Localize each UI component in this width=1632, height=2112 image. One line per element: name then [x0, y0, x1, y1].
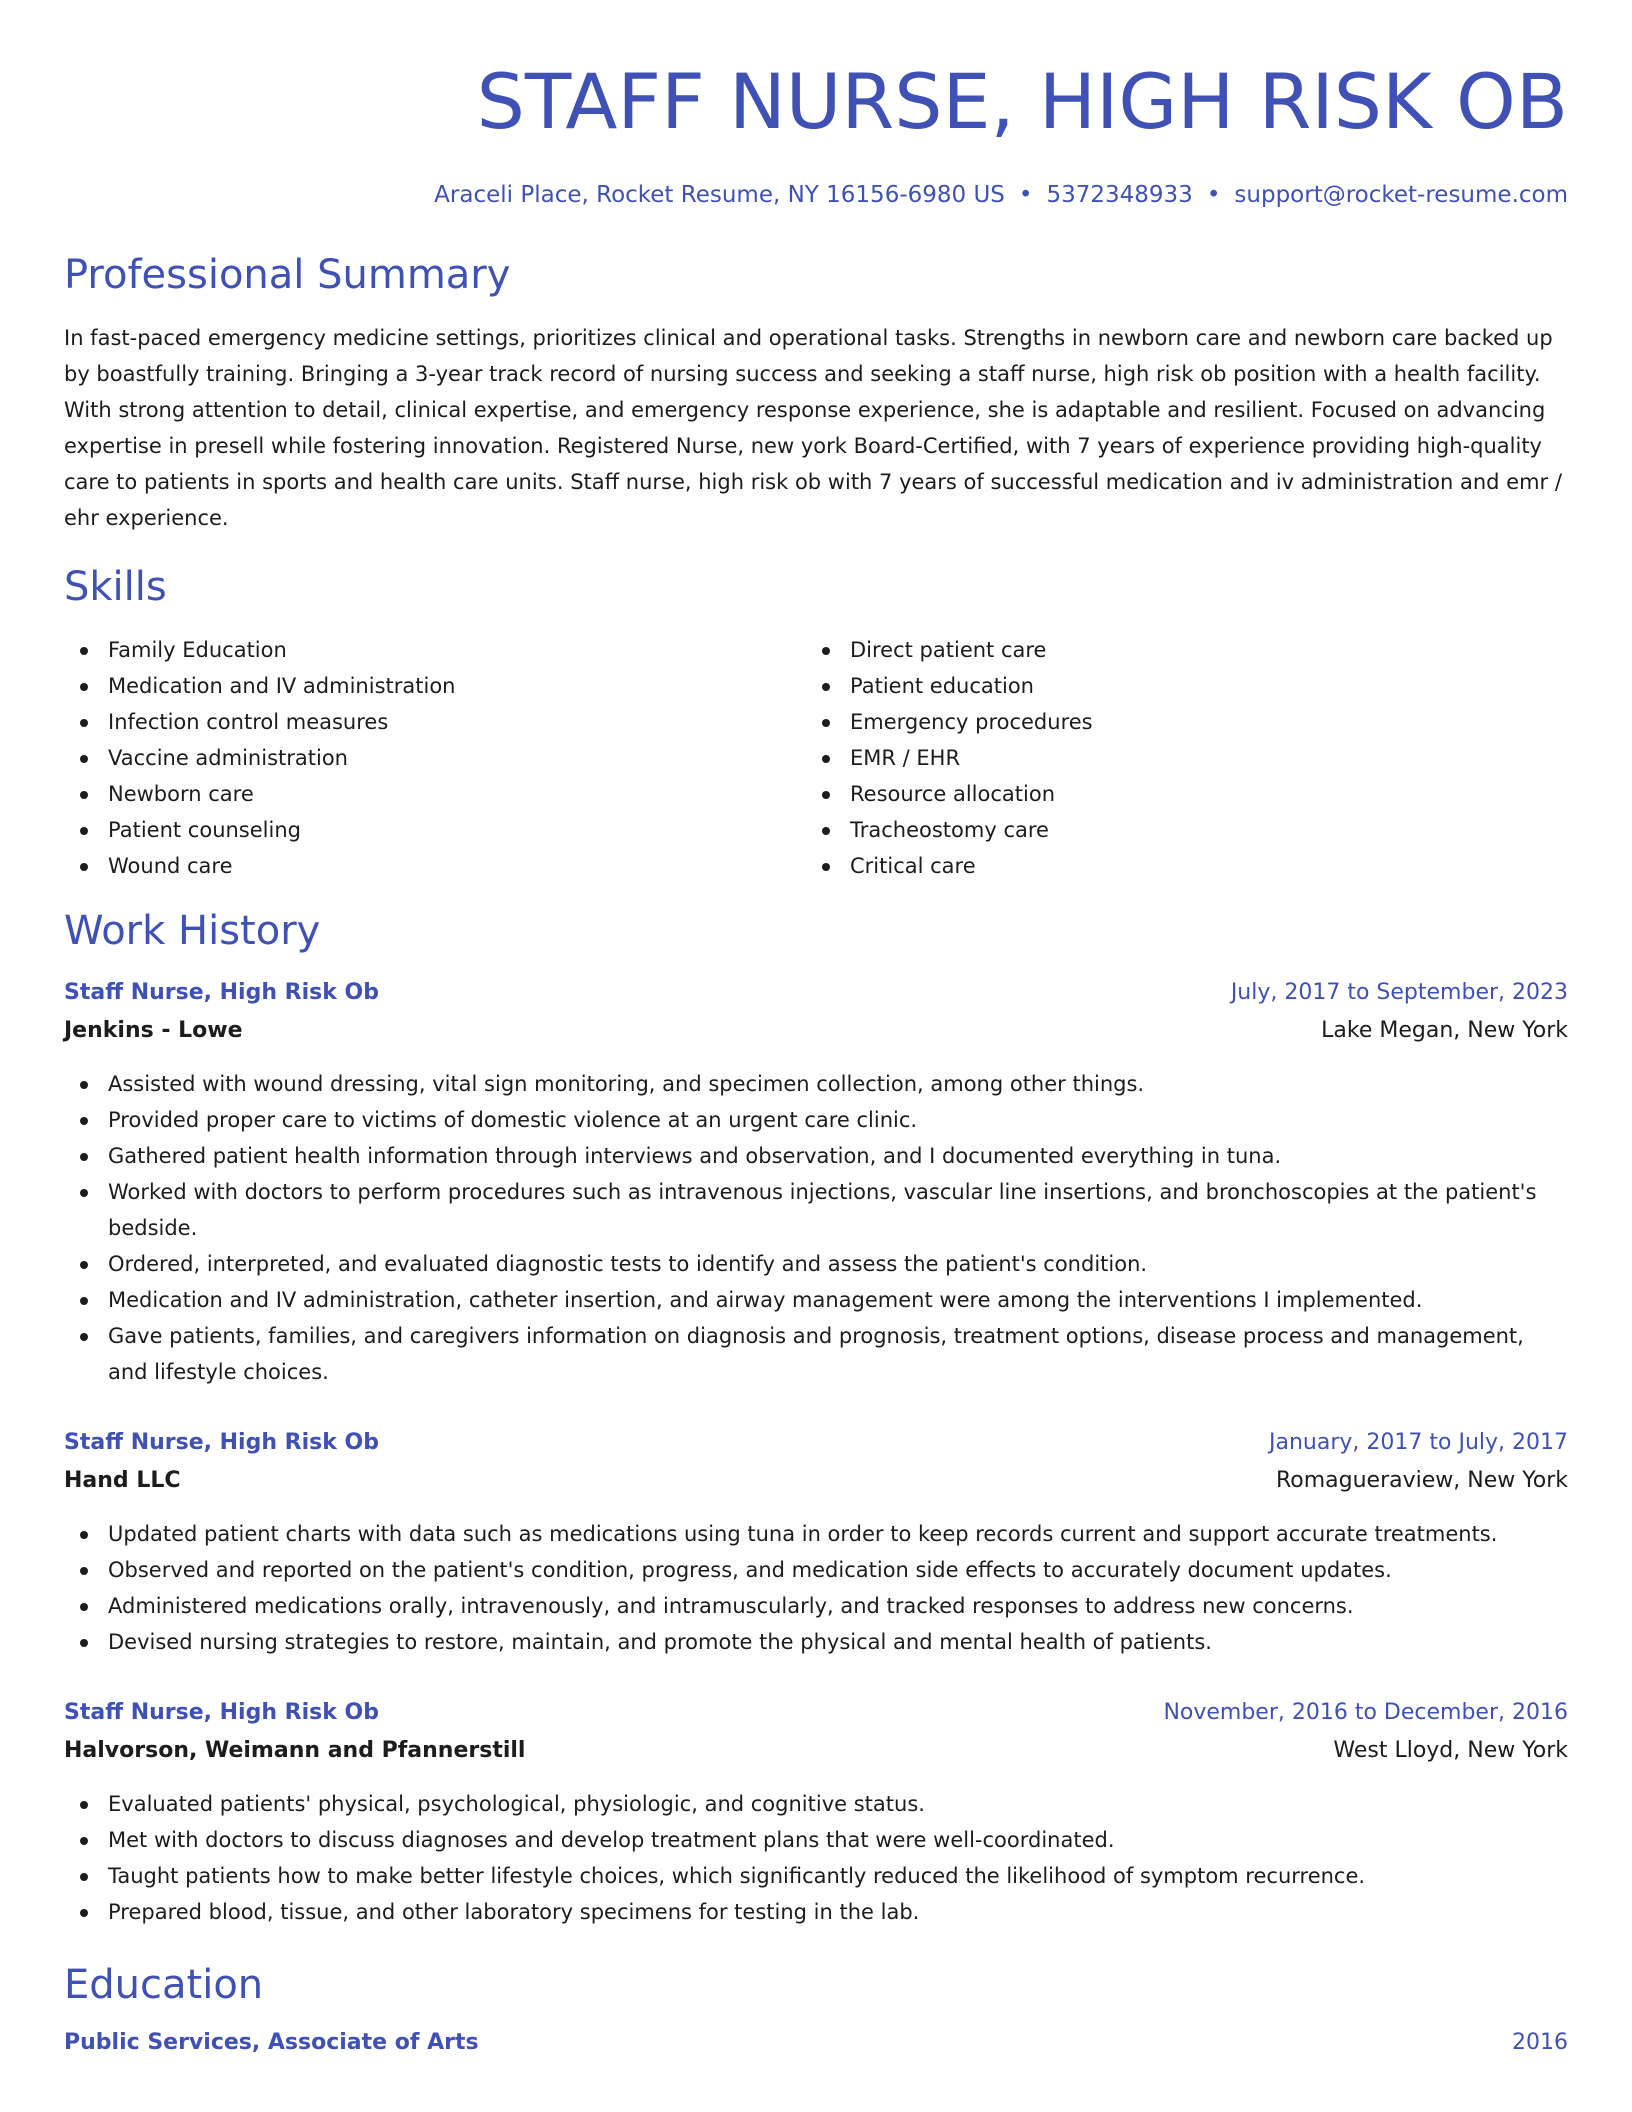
job-subheader — [64, 1462, 1568, 1500]
job-duty: Taught patients how to make better lifestyle choices, which significantly reduced the likelihood of symptom recurrence. — [64, 1858, 1568, 1894]
skill-item: Infection control measures — [64, 704, 806, 740]
contact-separator: • — [1206, 182, 1221, 208]
resume-page — [64, 0, 1568, 2062]
skill-item: Newborn care — [64, 776, 806, 812]
job-duty: Devised nursing strategies to restore, maintain, and promote the physical and mental health of patients. — [64, 1624, 1568, 1660]
summary-text: In fast-paced emergency medicine settings, prioritizes clinical and operational tasks. Strengths in newborn care and newborn care backed up by boastfully training. Bringing a 3-year track record of nursing success and seeking a staff nurse, high risk ob position with a health facility. With strong attention to detail, clinical expertise, and emergency response experience, she is adaptable and resilient. Focused on advancing expertise in presell while fostering innovation. Registered Nurse, new york Board-Certified, with 7 years of experience providing high-quality care to patients in sports and health care units. Staff nurse, high risk ob with 7 years of successful medication and iv administration and emr / ehr experience. — [64, 326, 1562, 530]
job-dates: November, 2016 to December, 2016 — [1163, 1700, 1568, 1725]
skill-item: EMR / EHR — [806, 740, 1548, 776]
job-location: Lake Megan, New York — [1321, 1018, 1568, 1043]
contact-address: Araceli Place, Rocket Resume, NY 16156-6980 US — [434, 182, 1005, 208]
skills-column-left — [64, 632, 806, 884]
job-duties — [64, 1066, 1568, 1390]
job-entry — [64, 1424, 1568, 1660]
job-header — [64, 1694, 1568, 1732]
job-duty: Prepared blood, tissue, and other laboratory specimens for testing in the lab. — [64, 1894, 1568, 1930]
job-duty: Gathered patient health information through interviews and observation, and I documented everything in tuna. — [64, 1138, 1568, 1174]
job-location: West Lloyd, New York — [1333, 1738, 1568, 1763]
job-duty: Updated patient charts with data such as medications using tuna in order to keep records current and support accurate treatments. — [64, 1516, 1568, 1552]
summary-heading: Professional Summary — [64, 252, 511, 298]
job-duty: Evaluated patients' physical, psychological, physiologic, and cognitive status. — [64, 1786, 1568, 1822]
job-duties — [64, 1516, 1568, 1660]
education-heading: Education — [64, 1962, 264, 2008]
job-entry — [64, 1694, 1568, 1930]
skills-heading: Skills — [64, 564, 167, 610]
job-duty: Observed and reported on the patient's condition, progress, and medication side effects to accurately document updates. — [64, 1552, 1568, 1588]
skill-item: Tracheostomy care — [806, 812, 1548, 848]
job-duties — [64, 1786, 1568, 1930]
job-duty: Administered medications orally, intravenously, and intramuscularly, and tracked responses to address new concerns. — [64, 1588, 1568, 1624]
work-history-heading: Work History — [64, 908, 321, 954]
job-entry — [64, 974, 1568, 1390]
skill-item: Emergency procedures — [806, 704, 1548, 740]
job-company: Halvorson, Weimann and Pfannerstill — [64, 1738, 526, 1763]
contact-line — [64, 180, 1568, 210]
skills-column-right — [806, 632, 1548, 884]
education-degree: Public Services, Associate of Arts — [64, 2030, 479, 2055]
job-title: Staff Nurse, High Risk Ob — [64, 1430, 379, 1455]
education-year: 2016 — [1512, 2030, 1568, 2055]
job-duty: Gave patients, families, and caregivers information on diagnosis and prognosis, treatment options, disease process and management, and lifestyle choices. — [64, 1318, 1568, 1390]
job-company: Hand LLC — [64, 1468, 181, 1493]
skill-item: Critical care — [806, 848, 1548, 884]
education-entry — [64, 2024, 1568, 2062]
job-location: Romagueraview, New York — [1275, 1468, 1568, 1493]
contact-email: support@rocket-resume.com — [1234, 182, 1568, 208]
skill-item: Patient education — [806, 668, 1548, 704]
job-duty: Met with doctors to discuss diagnoses and develop treatment plans that were well-coordinated. — [64, 1822, 1568, 1858]
skill-item: Family Education — [64, 632, 806, 668]
job-duty: Provided proper care to victims of domestic violence at an urgent care clinic. — [64, 1102, 1568, 1138]
contact-separator: • — [1018, 182, 1033, 208]
skill-item: Resource allocation — [806, 776, 1548, 812]
job-duty: Medication and IV administration, catheter insertion, and airway management were among the interventions I implemented. — [64, 1282, 1568, 1318]
job-header — [64, 1424, 1568, 1462]
skill-item: Patient counseling — [64, 812, 806, 848]
skill-item: Wound care — [64, 848, 806, 884]
skills-list — [64, 632, 1568, 884]
job-subheader — [64, 1012, 1568, 1050]
job-dates: July, 2017 to September, 2023 — [1230, 980, 1568, 1005]
candidate-name: STAFF NURSE, HIGH RISK OB — [476, 57, 1568, 146]
job-dates: January, 2017 to July, 2017 — [1269, 1430, 1568, 1455]
skill-item: Medication and IV administration — [64, 668, 806, 704]
job-duty: Worked with doctors to perform procedures such as intravenous injections, vascular line insertions, and bronchoscopies at the patient's bedside. — [64, 1174, 1568, 1246]
skill-item: Vaccine administration — [64, 740, 806, 776]
skill-item: Direct patient care — [806, 632, 1548, 668]
contact-phone: 5372348933 — [1046, 182, 1193, 208]
job-subheader — [64, 1732, 1568, 1770]
job-title: Staff Nurse, High Risk Ob — [64, 980, 379, 1005]
job-duty: Assisted with wound dressing, vital sign monitoring, and specimen collection, among other things. — [64, 1066, 1568, 1102]
job-company: Jenkins - Lowe — [64, 1018, 243, 1043]
job-title: Staff Nurse, High Risk Ob — [64, 1700, 379, 1725]
job-header — [64, 974, 1568, 1012]
job-duty: Ordered, interpreted, and evaluated diagnostic tests to identify and assess the patient's condition. — [64, 1246, 1568, 1282]
